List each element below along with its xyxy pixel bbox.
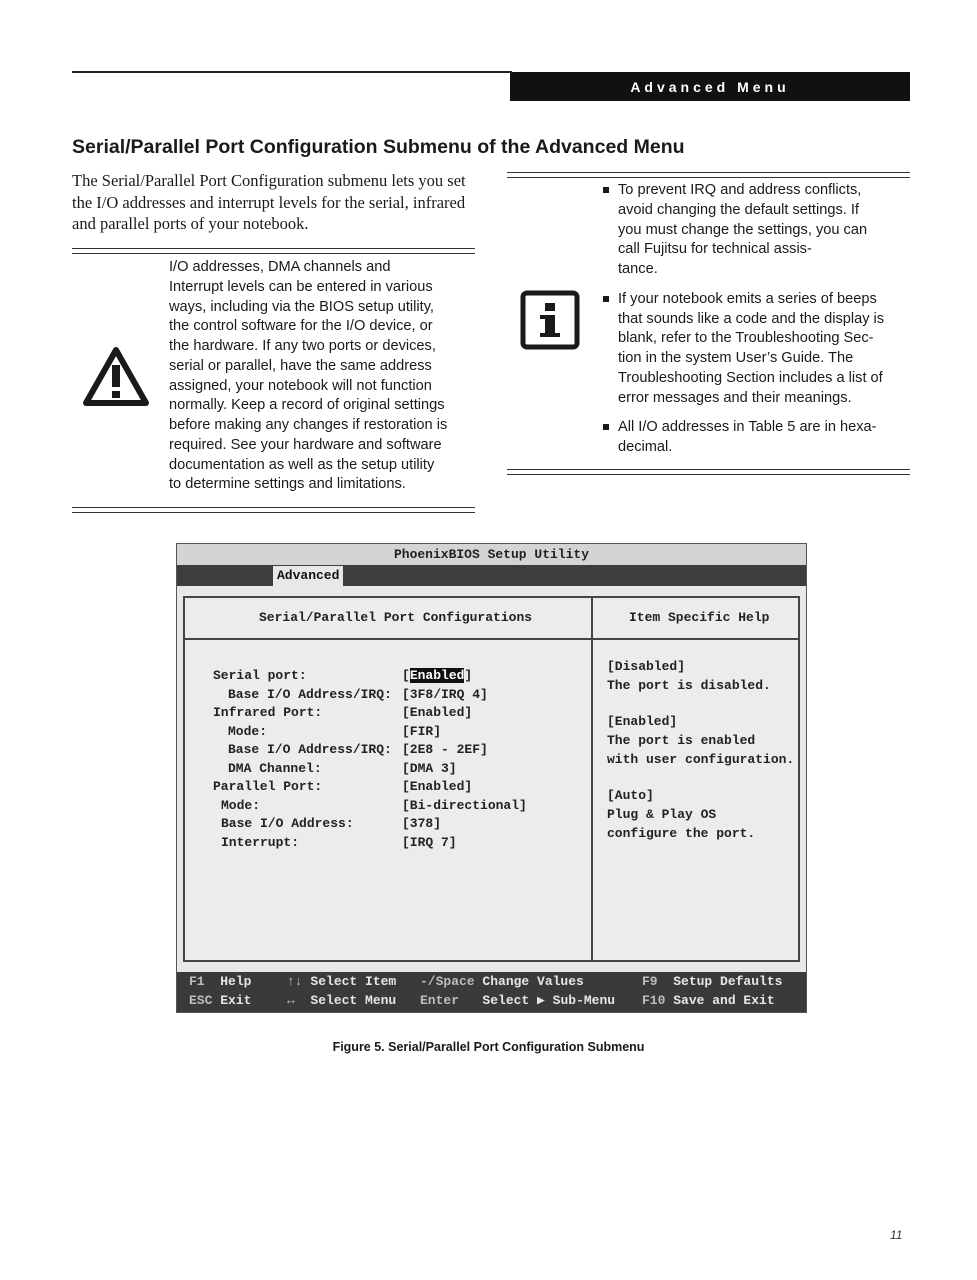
- key-help[interactable]: [189, 974, 251, 989]
- key-action: Select Item: [310, 974, 397, 989]
- caution-line: assigned, your notebook will not function: [169, 377, 432, 394]
- info-icon: [520, 290, 580, 350]
- bios-title: PhoenixBIOS Setup Utility: [177, 544, 806, 565]
- caution-line: required. See your hardware and software: [169, 436, 442, 453]
- note-line: All I/O addresses in Table 5 are in hexa-: [618, 419, 877, 436]
- info-note: [603, 418, 908, 458]
- info-note: [603, 290, 908, 409]
- caution-text: [169, 258, 469, 495]
- page-title: Serial/Parallel Port Configuration Submenu of the Advanced Menu: [72, 136, 685, 158]
- bullet-icon: [603, 424, 609, 430]
- key-action: Save and Exit: [673, 993, 775, 1008]
- caution-line: ways, including via the BIOS setup utility,: [169, 298, 434, 315]
- caution-line: the hardware. If any two ports or devices,: [169, 338, 436, 354]
- value-parallel-base-io[interactable]: [378]: [402, 816, 442, 831]
- caution-line: normally. Keep a record of original settings: [169, 397, 445, 414]
- info-top-rule: [507, 172, 910, 178]
- note-line: tance.: [618, 261, 658, 277]
- note-line: To prevent IRQ and address conflicts,: [618, 182, 862, 198]
- setting-parallel-port[interactable]: Parallel Port:: [213, 779, 323, 794]
- key-select-item[interactable]: [287, 974, 396, 989]
- value-serial-port[interactable]: [Enabled]: [402, 668, 473, 683]
- setting-dma-channel[interactable]: DMA Channel:: [228, 760, 322, 776]
- note-line: you must change the settings, you can: [618, 221, 868, 238]
- help-line: [Auto]: [607, 788, 654, 803]
- caution-line: serial or parallel, have the same address: [169, 357, 432, 374]
- pane-title: Serial/Parallel Port Configurations: [259, 610, 533, 625]
- caution-top-rule: [72, 248, 475, 254]
- info-note: [603, 181, 908, 280]
- key-label: F10: [642, 993, 666, 1008]
- help-line: Plug & Play OS: [607, 807, 717, 822]
- key-save-exit[interactable]: [642, 993, 775, 1008]
- pane-divider: [591, 598, 593, 960]
- note-line: that sounds like a code and the display is: [618, 310, 885, 327]
- setting-infrared-port[interactable]: Infrared Port:: [213, 705, 323, 720]
- key-select-submenu[interactable]: [420, 993, 615, 1008]
- key-exit[interactable]: [189, 993, 251, 1008]
- bios-panel: [183, 596, 800, 962]
- key-label: ↑↓: [287, 974, 303, 989]
- note-line: If your notebook emits a series of beeps: [618, 290, 877, 307]
- bios-footer: [177, 972, 806, 1012]
- value-infrared-base-io[interactable]: [2E8 - 2EF]: [402, 742, 488, 757]
- key-label: ESC: [189, 993, 213, 1008]
- note-line: blank, refer to the Troubleshooting Sec-: [618, 330, 874, 347]
- key-change-values[interactable]: [420, 974, 584, 989]
- note-line: avoid changing the default settings. If: [618, 201, 859, 218]
- key-label: F9: [642, 974, 658, 989]
- note-line: tion in the system User’s Guide. The: [618, 350, 854, 366]
- caution-line: I/O addresses, DMA channels and: [169, 259, 391, 275]
- value-interrupt[interactable]: [IRQ 7]: [402, 834, 457, 850]
- setting-infrared-mode[interactable]: Mode:: [228, 723, 268, 739]
- header-rule: [72, 71, 512, 73]
- bios-menubar: [177, 565, 806, 586]
- key-action: Setup Defaults: [673, 974, 783, 989]
- key-action: Select ▶ Sub-Menu: [482, 993, 616, 1008]
- value-parallel-mode[interactable]: [Bi-directional]: [402, 797, 527, 813]
- caution-line: Interrupt levels can be entered in various: [169, 278, 433, 295]
- setting-serial-base-io[interactable]: Base I/O Address/IRQ:: [228, 686, 392, 702]
- setting-serial-port[interactable]: Serial port:: [213, 668, 307, 683]
- caution-line: to determine settings and limitations.: [169, 476, 406, 493]
- help-line: The port is disabled.: [607, 678, 771, 693]
- bullet-icon: [603, 187, 609, 193]
- setting-parallel-mode[interactable]: Mode:: [221, 797, 261, 813]
- note-line: decimal.: [618, 439, 673, 455]
- caution-triangle-icon: [82, 345, 150, 407]
- value-infrared-port[interactable]: [Enabled]: [402, 705, 473, 720]
- note-line: call Fujitsu for technical assis-: [618, 241, 812, 258]
- key-label: -/Space: [420, 974, 475, 989]
- key-action: Select Menu: [310, 993, 397, 1008]
- setting-interrupt[interactable]: Interrupt:: [221, 834, 300, 850]
- value-parallel-port[interactable]: [Enabled]: [402, 779, 473, 794]
- caution-line: the control software for the I/O device, or: [169, 318, 433, 335]
- help-title: Item Specific Help: [629, 610, 770, 625]
- intro-paragraph: The Serial/Parallel Port Configuration submenu lets you set the I/O addresses and interrupt levels for the serial, infrared and parallel ports of your notebook.: [72, 171, 466, 233]
- tab-advanced[interactable]: Advanced: [273, 566, 343, 586]
- help-line: configure the port.: [607, 826, 756, 841]
- figure-caption: Figure 5. Serial/Parallel Port Configuration Submenu: [332, 1040, 645, 1054]
- key-label: F1: [189, 974, 205, 989]
- info-bottom-rule: [507, 469, 910, 475]
- bullet-icon: [603, 296, 609, 302]
- key-setup-defaults[interactable]: [642, 974, 782, 989]
- value-infrared-mode[interactable]: [FIR]: [402, 723, 442, 739]
- key-action: Exit: [220, 993, 252, 1008]
- note-line: error messages and their meanings.: [618, 389, 852, 406]
- setting-parallel-base-io[interactable]: Base I/O Address:: [221, 816, 354, 831]
- note-line: Troubleshooting Section includes a list of: [618, 369, 883, 386]
- help-line: The port is enabled: [607, 733, 756, 748]
- selected-value[interactable]: Enabled: [409, 668, 465, 683]
- help-line: with user configuration.: [607, 752, 795, 767]
- help-line: [Enabled]: [607, 714, 678, 729]
- value-serial-base-io[interactable]: [3F8/IRQ 4]: [402, 686, 488, 702]
- key-action: Change Values: [482, 974, 584, 989]
- caution-bottom-rule: [72, 507, 475, 513]
- caution-line: documentation as well as the setup utility: [169, 456, 435, 473]
- help-line: [Disabled]: [607, 659, 686, 674]
- key-label: Enter: [420, 993, 460, 1008]
- setting-infrared-base-io[interactable]: Base I/O Address/IRQ:: [228, 742, 392, 757]
- caution-line: before making any changes if restoration is: [169, 417, 448, 433]
- header-divider: [185, 638, 798, 640]
- value-dma-channel[interactable]: [DMA 3]: [402, 760, 457, 776]
- bios-screen: [176, 543, 807, 1013]
- page-number: 11: [890, 1228, 903, 1242]
- key-select-menu[interactable]: [287, 993, 396, 1008]
- key-label: ↔: [287, 993, 295, 1008]
- key-action: Help: [220, 974, 252, 989]
- section-tab: Advanced Menu: [510, 72, 910, 101]
- info-notes: [603, 181, 908, 468]
